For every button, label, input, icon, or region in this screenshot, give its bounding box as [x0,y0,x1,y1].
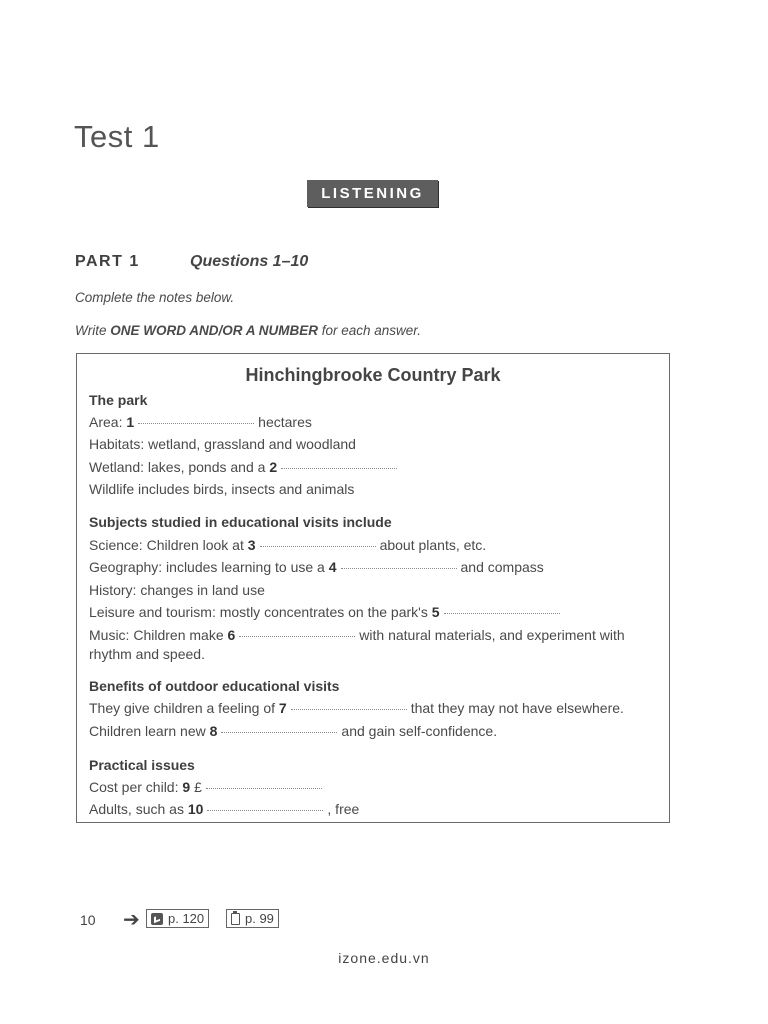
row-text: Music: Children make [89,627,228,643]
answer-blank-2[interactable] [281,466,397,469]
question-number-10: 10 [187,801,204,817]
note-row-q2 [89,459,401,475]
currency-symbol: £ [194,779,202,795]
answer-blank-10[interactable] [207,808,323,811]
instruction-write [75,323,421,338]
note-row-q7 [89,700,624,716]
instruction-write-bold: ONE WORD AND/OR A NUMBER [110,323,318,338]
answer-blank-8[interactable] [221,730,337,733]
row-text: and compass [460,559,544,575]
question-number-6: 6 [227,627,236,643]
page-number: 10 [80,912,96,928]
question-number-2: 2 [269,459,278,475]
note-row-q9 [89,779,326,795]
instruction-write-post: for each answer. [318,323,422,338]
clipboard-icon [231,913,240,925]
note-row-wildlife: Wildlife includes birds, insects and animals [89,481,355,497]
question-number-3: 3 [247,537,256,553]
ref-transcript[interactable] [226,909,279,928]
note-row-q10 [89,801,359,817]
question-number-9: 9 [182,779,191,795]
page-title: Test 1 [74,119,160,154]
answer-blank-6[interactable] [239,634,355,637]
answer-blank-3[interactable] [260,544,376,547]
row-text: that they may not have elsewhere. [410,700,624,716]
row-text: Geography: includes learning to use a [89,559,329,575]
ref-transcript-label: p. 99 [245,911,274,926]
row-text: Science: Children look at [89,537,248,553]
row-text: Cost per child: [89,779,183,795]
section-heading-benefits: Benefits of outdoor educational visits [89,678,340,694]
row-text: hectares [258,414,312,430]
row-text: They give children a feeling of [89,700,279,716]
question-number-5: 5 [431,604,440,620]
answer-blank-4[interactable] [341,566,457,569]
note-row-q5 [89,604,564,620]
book-icon [151,913,163,925]
answer-blank-1[interactable] [138,421,254,424]
question-number-8: 8 [209,723,218,739]
section-heading-subjects: Subjects studied in educational visits include [89,514,392,530]
row-text: about plants, etc. [379,537,487,553]
part-heading [75,253,309,271]
answer-blank-5[interactable] [444,611,560,614]
row-text: Leisure and tourism: mostly concentrates on the park's [89,604,432,620]
question-number-1: 1 [126,414,135,430]
instruction-complete: Complete the notes below. [75,290,235,305]
part-label: PART 1 [75,253,140,270]
note-row-q4 [89,559,544,575]
note-row-q6 [89,626,649,664]
part-questions: Questions 1–10 [190,253,309,270]
row-text: and gain self-confidence. [341,723,498,739]
question-number-7: 7 [278,700,287,716]
row-text: with natural materials, and experiment with rhythm and speed. [89,627,625,662]
section-badge: LISTENING [307,180,438,207]
section-heading-practical: Practical issues [89,757,195,773]
footer-url: izone.edu.vn [338,950,430,966]
instruction-write-pre: Write [75,323,111,338]
note-row-q3 [89,537,486,553]
note-row-q8 [89,723,497,739]
row-text: Area: [89,414,127,430]
note-row-habitats: Habitats: wetland, grassland and woodland [89,436,356,452]
arrow-right-icon: ➔ [123,909,140,931]
question-number-4: 4 [328,559,337,575]
section-heading-park: The park [89,392,148,408]
row-text: Children learn new [89,723,210,739]
ref-answer-key-label: p. 120 [168,911,205,926]
row-text: Adults, such as [89,801,188,817]
note-row-history: History: changes in land use [89,582,265,598]
note-row-q1 [89,414,312,430]
ref-answer-key[interactable] [146,909,209,928]
notes-box [76,353,670,823]
answer-blank-7[interactable] [291,707,407,710]
row-text: Wetland: lakes, ponds and a [89,459,270,475]
row-text: , free [327,801,360,817]
answer-blank-9[interactable] [206,786,322,789]
notes-title: Hinchingbrooke Country Park [245,365,501,385]
